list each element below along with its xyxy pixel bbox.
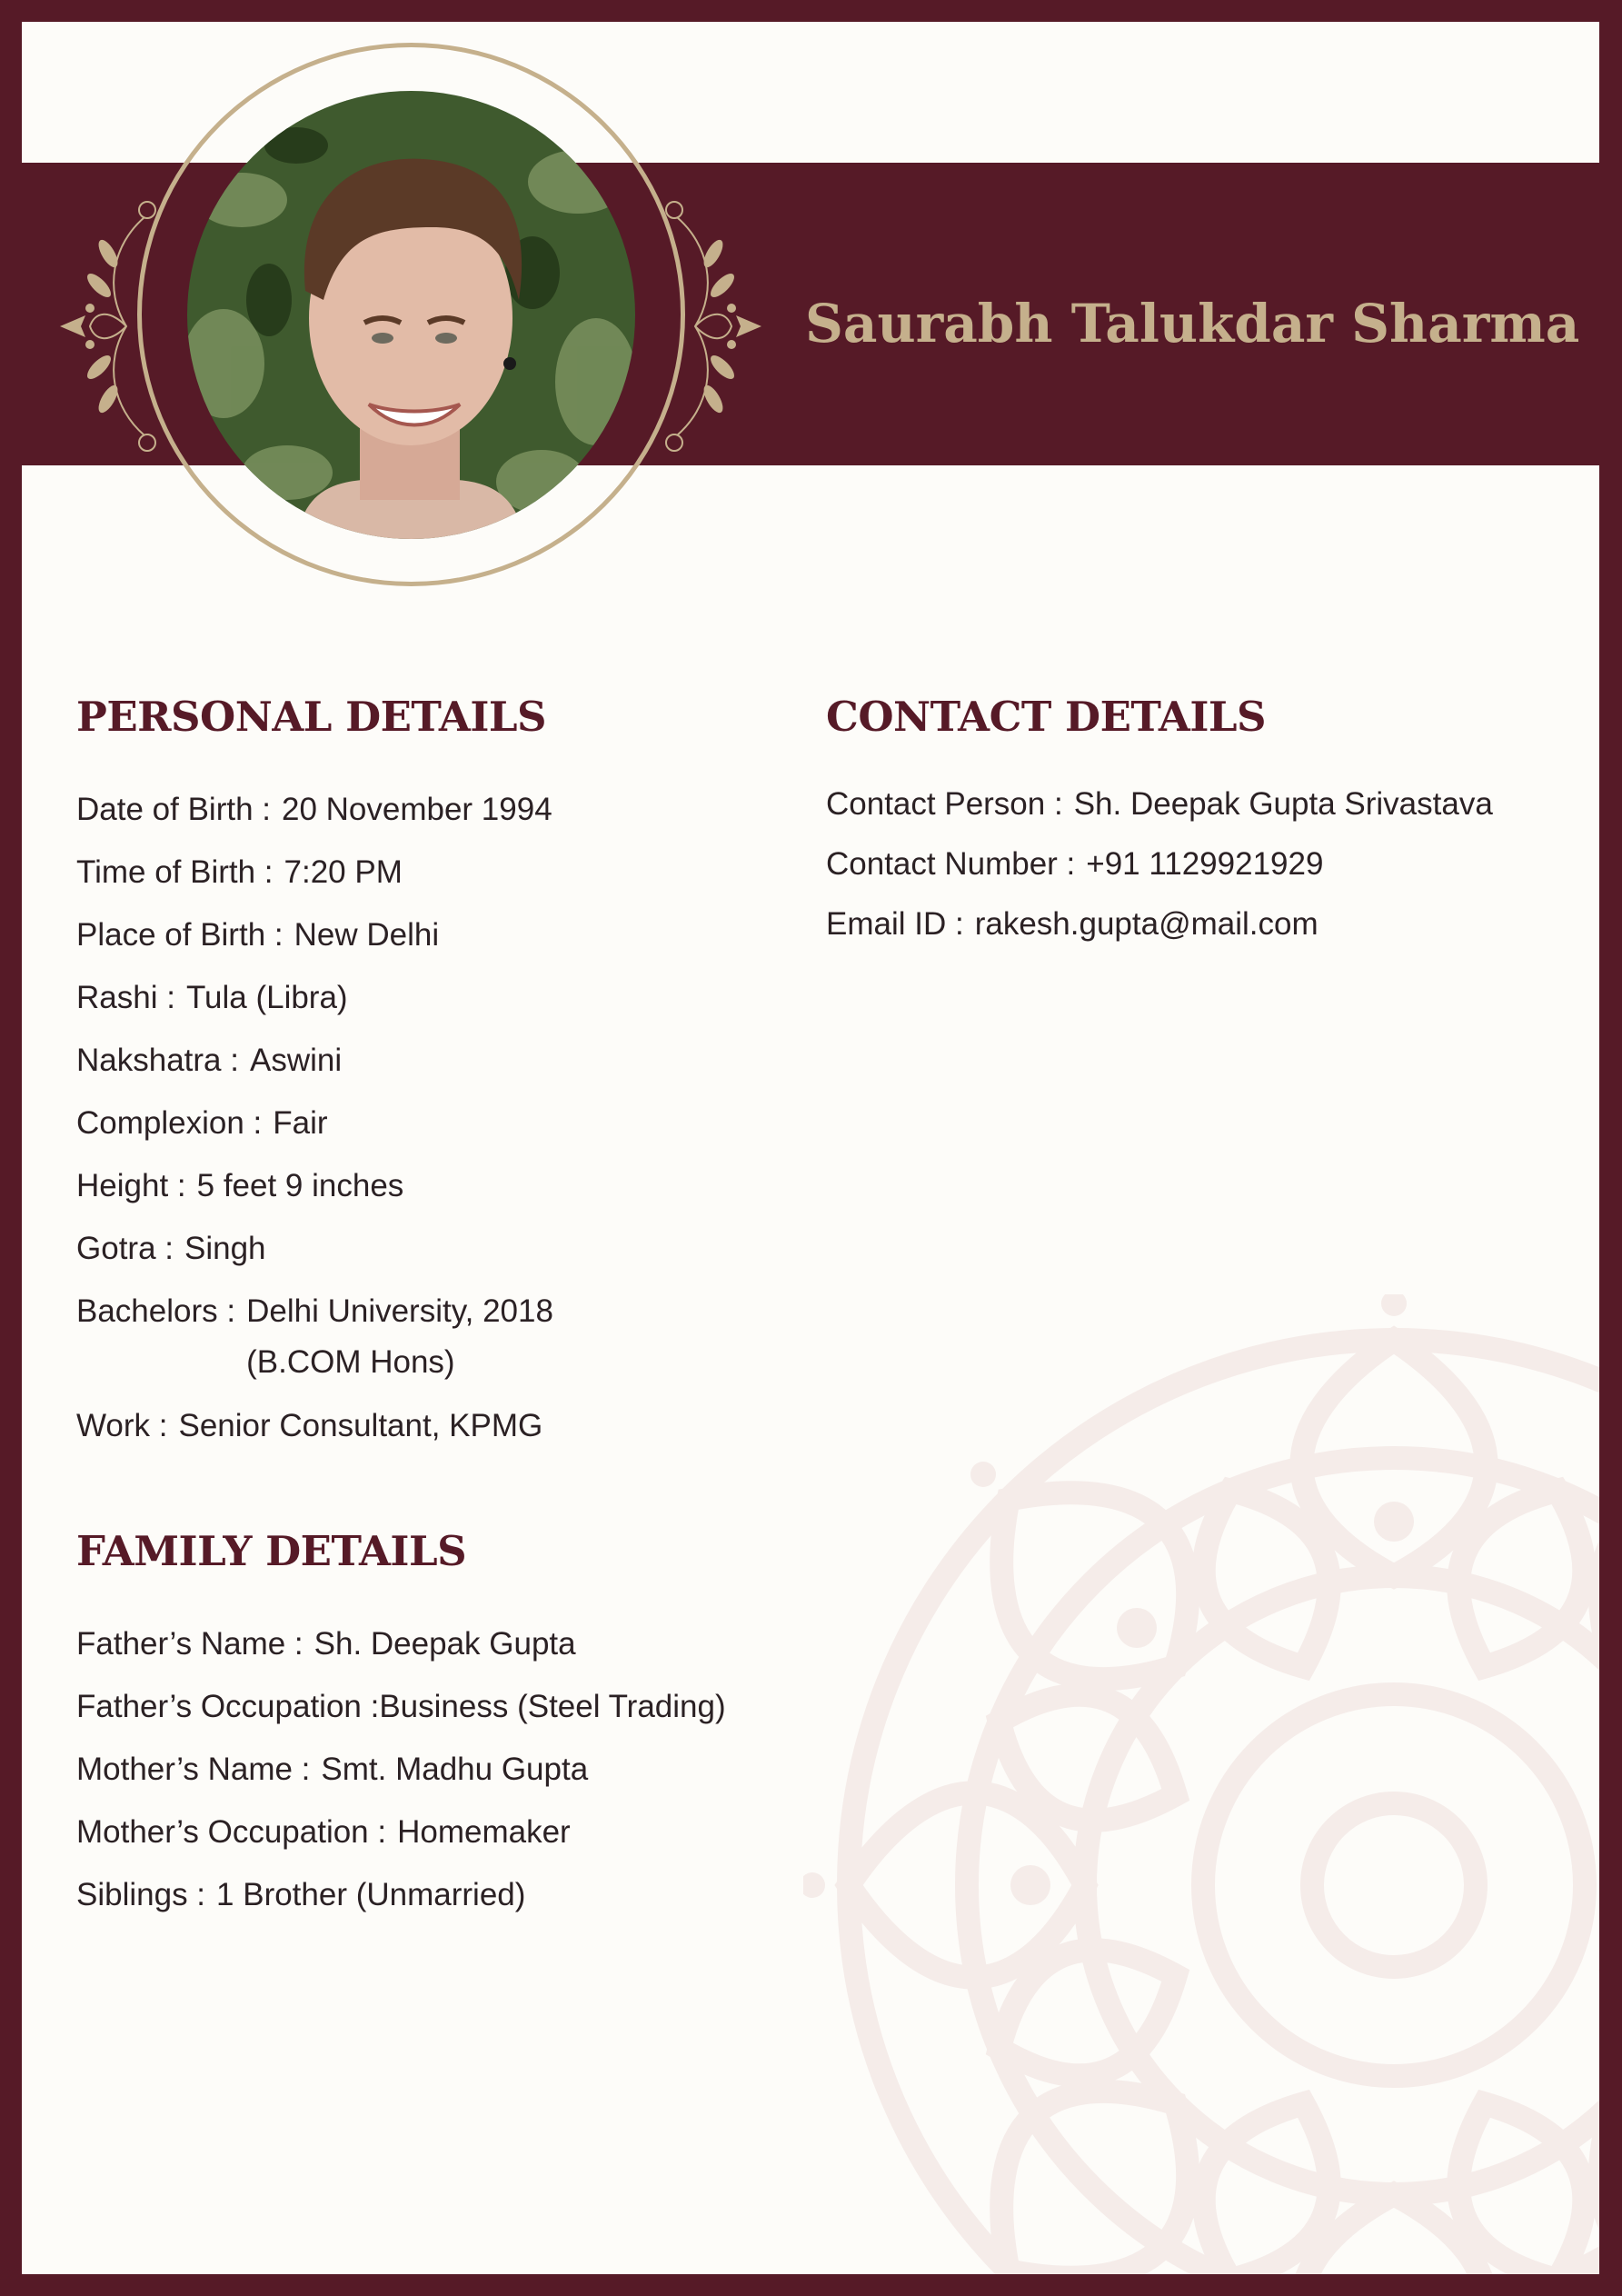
profile-photo xyxy=(187,91,635,539)
list-item-work: Work : Senior Consultant, KPMG xyxy=(76,1408,543,1443)
personal-details-heading: PERSONAL DETAILS xyxy=(76,693,547,741)
list-item-dob: Date of Birth : 20 November 1994 xyxy=(76,792,552,827)
list-item-siblings: Siblings : 1 Brother (Unmarried) xyxy=(76,1877,526,1912)
list-item-contact-person: Contact Person : Sh. Deepak Gupta Srivastava xyxy=(826,786,1493,822)
list-item-email[interactable]: Email ID : rakesh.gupta@mail.com xyxy=(826,906,1318,942)
list-item-mother-name: Mother’s Name : Smt. Madhu Gupta xyxy=(76,1752,589,1787)
list-item-rashi: Rashi : Tula (Libra) xyxy=(76,980,348,1015)
list-item-height: Height : 5 feet 9 inches xyxy=(76,1168,404,1203)
family-details-list xyxy=(76,1625,726,1939)
list-item-mother-occupation: Mother’s Occupation : Homemaker xyxy=(76,1814,571,1850)
biodata-page xyxy=(22,22,1599,2274)
mandala-watermark-icon xyxy=(803,1294,1599,2274)
list-item-father-occupation: Father’s Occupation :Business (Steel Trading) xyxy=(76,1689,726,1724)
personal-details-list xyxy=(76,791,553,1470)
profile-name: Saurabh Talukdar Sharma xyxy=(805,293,1580,354)
list-item-tob: Time of Birth : 7:20 PM xyxy=(76,854,403,890)
list-item-complexion: Complexion : Fair xyxy=(76,1105,328,1141)
contact-details-list xyxy=(826,785,1493,965)
list-item-contact-number: Contact Number : +91 1129921929 xyxy=(826,846,1324,882)
list-item-father-name: Father’s Name : Sh. Deepak Gupta xyxy=(76,1626,576,1662)
family-details-heading: FAMILY DETAILS xyxy=(76,1527,467,1575)
portrait-photo-icon xyxy=(187,91,635,539)
list-item-nakshatra: Nakshatra : Aswini xyxy=(76,1043,343,1078)
list-item-gotra: Gotra : Singh xyxy=(76,1231,266,1266)
contact-details-heading: CONTACT DETAILS xyxy=(826,693,1267,741)
list-item-pob: Place of Birth : New Delhi xyxy=(76,917,440,953)
list-item-bachelors: Bachelors : Delhi University, 2018 (B.COM Hons) xyxy=(76,1293,553,1380)
